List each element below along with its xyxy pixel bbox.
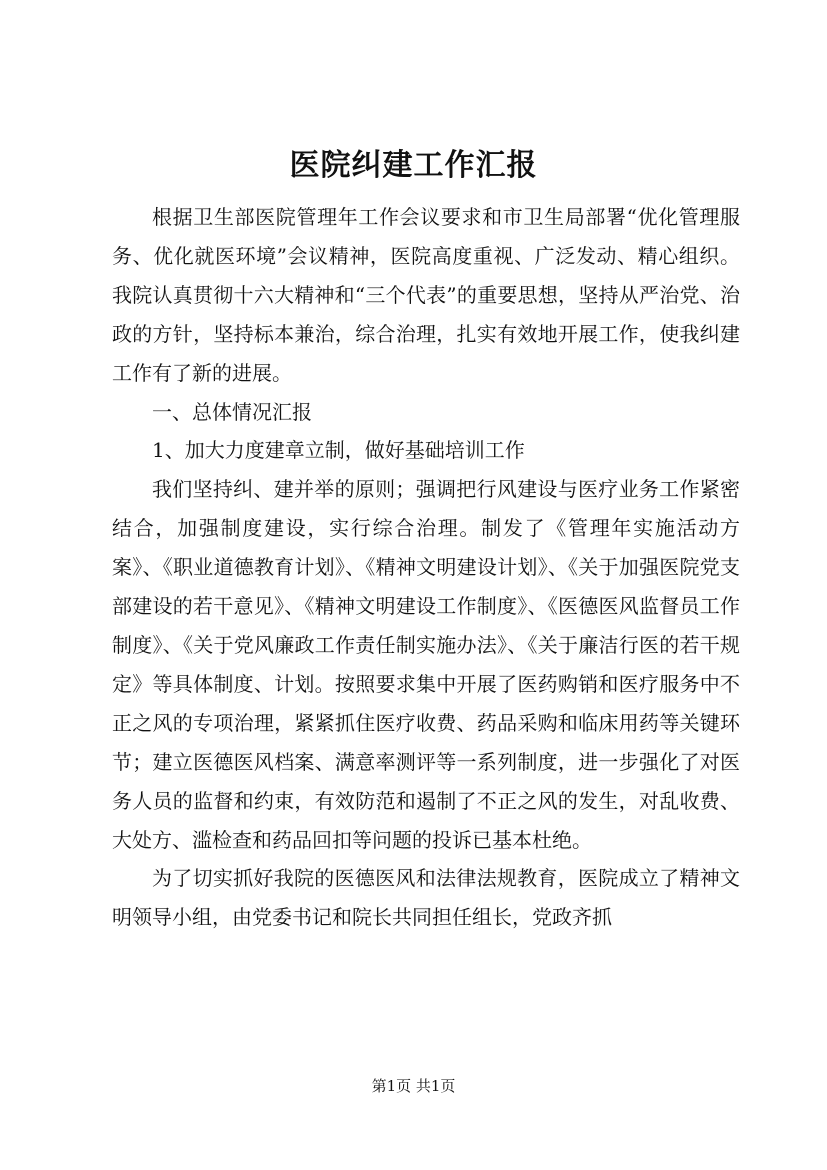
paragraph-regulations: 我们坚持纠、建并举的原则；强调把行风建设与医疗业务工作紧密结合，加强制度建设，实行综合治理。制发了《管理年实施活动方案》、《职业道德教育计划》、《精神文明建设计划》、《关于加强医院党支部建设的若干意见》、《精神文明建设工作制度》、《医德医风监督员工作制度》、《关于党风廉政工作责任制实施办法》、《关于廉洁行医的若干规定》等具体制度、计划。按照要求集中开展了医药购销和医疗服务中不正之风的专项治理，紧紧抓住医疗收费、药品采购和临床用药等关键环节；建立医德医风档案、满意率测评等一系列制度，进一步强化了对医务人员的监督和约束，有效防范和遏制了不正之风的发生，对乱收费、大处方、滥检查和药品回扣等问题的投诉已基本杜绝。 — [112, 477, 740, 852]
document-body — [112, 198, 740, 937]
paragraph-intro: 根据卫生部医院管理年工作会议要求和市卫生局部署“优化管理服务、优化就医环境”会议精神，医院高度重视、广泛发动、精心组织。我院认真贯彻十六大精神和“三个代表”的重要思想，坚持从严治党、治政的方针，坚持标本兼治，综合治理，扎实有效地开展工作，使我纠建工作有了新的进展。 — [112, 205, 740, 385]
paragraph-education: 为了切实抓好我院的医德医风和法律法规教育，医院成立了精神文明领导小组，由党委书记和院长共同担任组长，党政齐抓 — [112, 866, 740, 930]
page-footer: 第1页 共1页 — [371, 1077, 456, 1095]
section-heading: 一、总体情况汇报 — [152, 399, 312, 424]
subsection-heading: 1、加大力度建章立制，做好基础培训工作 — [152, 438, 525, 463]
document-title: 医院纠建工作汇报 — [289, 148, 538, 183]
